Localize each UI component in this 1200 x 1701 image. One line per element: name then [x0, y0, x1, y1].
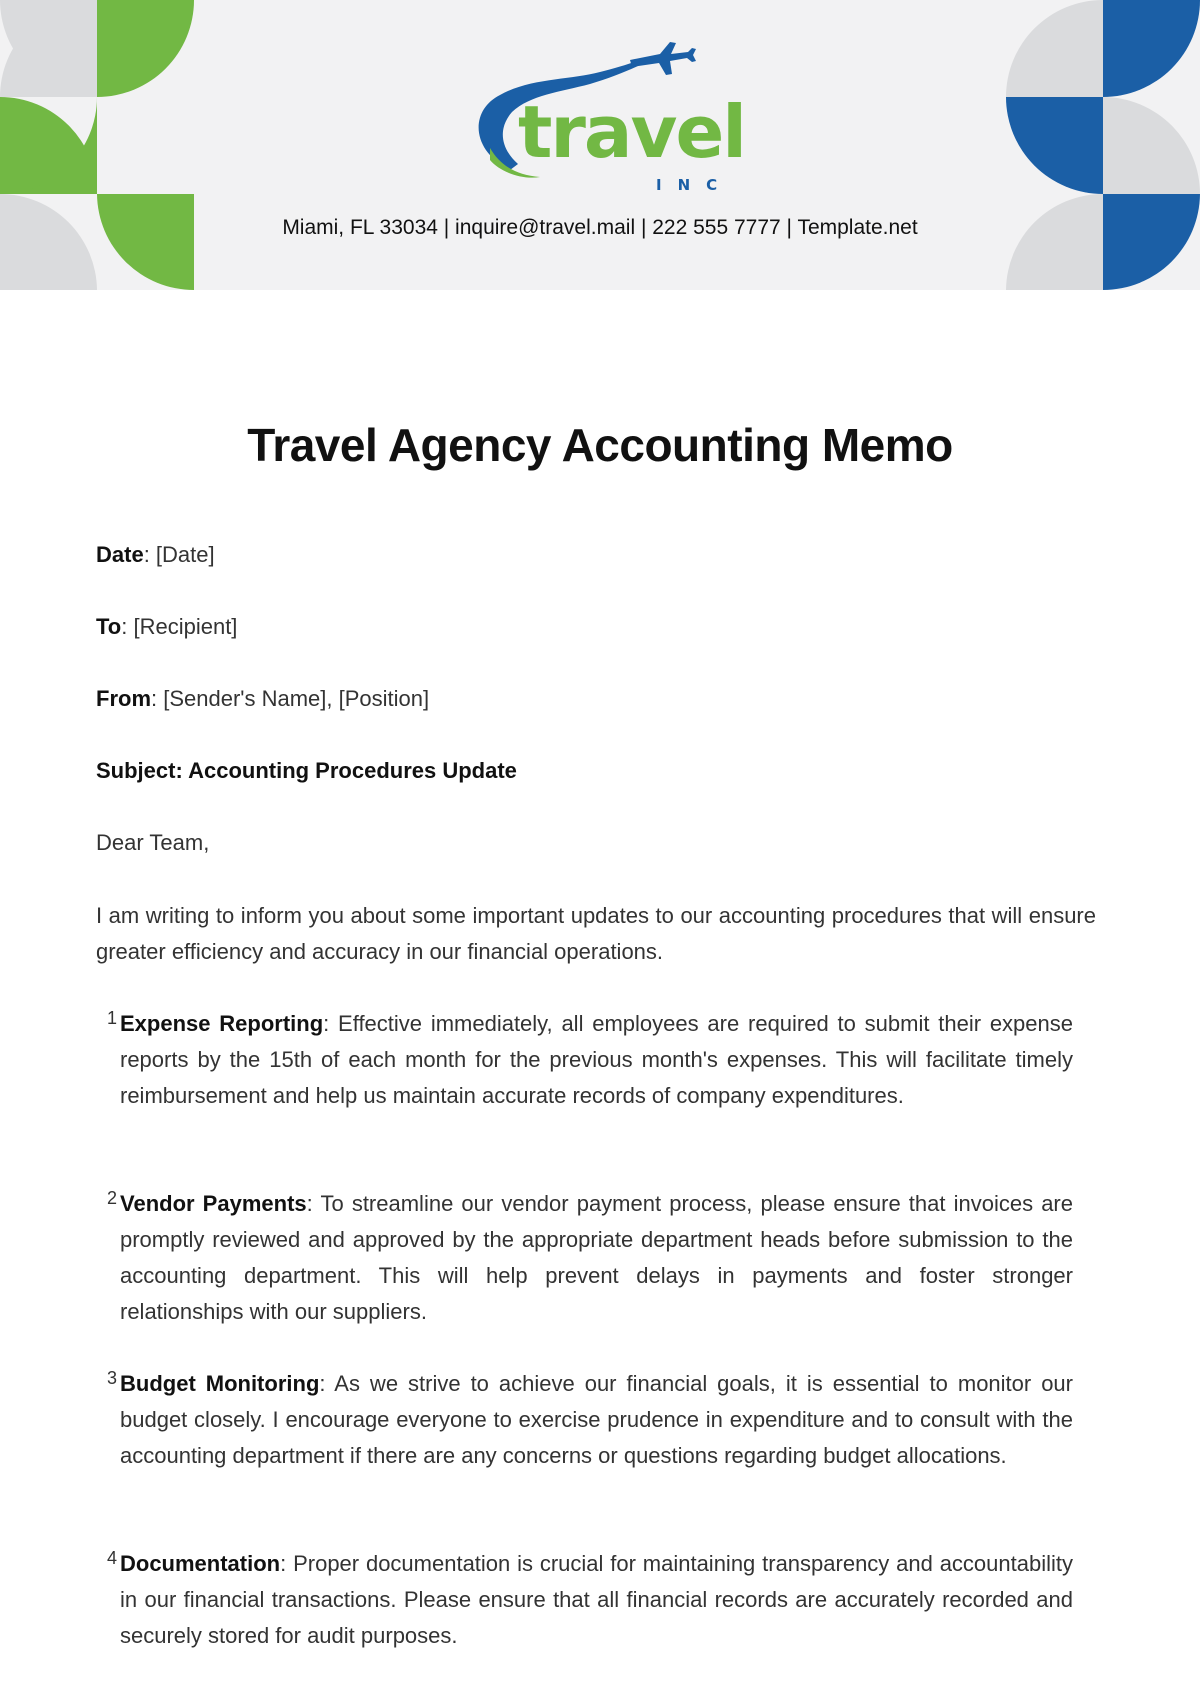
list-item: [107, 1366, 1073, 1474]
list-item-title: Documentation: [120, 1551, 281, 1576]
list-item: [107, 1186, 1073, 1330]
list-item-text: : Proper documentation is crucial for maintaining transparency and accountability in our financial transactions. Please ensure that all financial records are accurately recorded and securely stored for audit purposes.: [120, 1551, 1073, 1648]
to-label: To: [96, 614, 122, 639]
list-item-number: 3: [107, 1368, 118, 1388]
logo-subtitle: INC: [656, 176, 734, 194]
to-line: [96, 614, 237, 640]
travel-logo: [460, 40, 750, 200]
left-geometric-decoration: [0, 0, 194, 290]
subject-line: [96, 758, 517, 784]
intro-paragraph: I am writing to inform you about some important updates to our accounting procedures that will ensure greater efficiency and accuracy in our financial operations.: [96, 903, 1096, 964]
list-item-text: : To streamline our vendor payment process, please ensure that invoices are promptly reviewed and approved by the appropriate department heads before submission to the accounting department. This will help prevent delays in payments and foster stronger relationships with our suppliers.: [120, 1191, 1073, 1324]
date-value: : [Date]: [143, 542, 215, 567]
greeting: Dear Team,: [96, 830, 210, 855]
logo-wordmark: travel: [518, 90, 745, 174]
list-item-number: 2: [107, 1188, 118, 1208]
subject-text: Subject: Accounting Procedures Update: [96, 758, 517, 783]
page-title: Travel Agency Accounting Memo: [247, 419, 953, 471]
list-item-title: Budget Monitoring: [120, 1371, 320, 1396]
to-value: : [Recipient]: [121, 614, 238, 639]
from-line: [96, 686, 429, 712]
date-label: Date: [96, 542, 144, 567]
list-item-number: 1: [107, 1008, 118, 1028]
list-item-text: : Effective immediately, all employees are required to submit their expense reports by the 15th of each month for the previous month's expenses. This will facilitate timely reimbursement and help us maintain accurate records of company expenditures.: [120, 1011, 1073, 1108]
list-item: [107, 1006, 1073, 1114]
list-item: [107, 1546, 1073, 1654]
list-item-title: Vendor Payments: [120, 1191, 307, 1216]
from-label: From: [96, 686, 151, 711]
right-geometric-decoration: [1006, 0, 1200, 290]
list-item-title: Expense Reporting: [120, 1011, 324, 1036]
letterhead: [0, 0, 1200, 290]
from-value: : [Sender's Name], [Position]: [151, 686, 430, 711]
contact-line: Miami, FL 33034 | inquire@travel.mail | 222 555 7777 | Template.net: [282, 216, 918, 239]
date-line: [96, 542, 215, 568]
list-item-number: 4: [107, 1548, 118, 1568]
list-item-text: : As we strive to achieve our financial goals, it is essential to monitor our budget closely. I encourage everyone to exercise prudence in expenditure and to consult with the accounting department if there are any concerns or questions regarding budget allocations.: [120, 1371, 1073, 1468]
